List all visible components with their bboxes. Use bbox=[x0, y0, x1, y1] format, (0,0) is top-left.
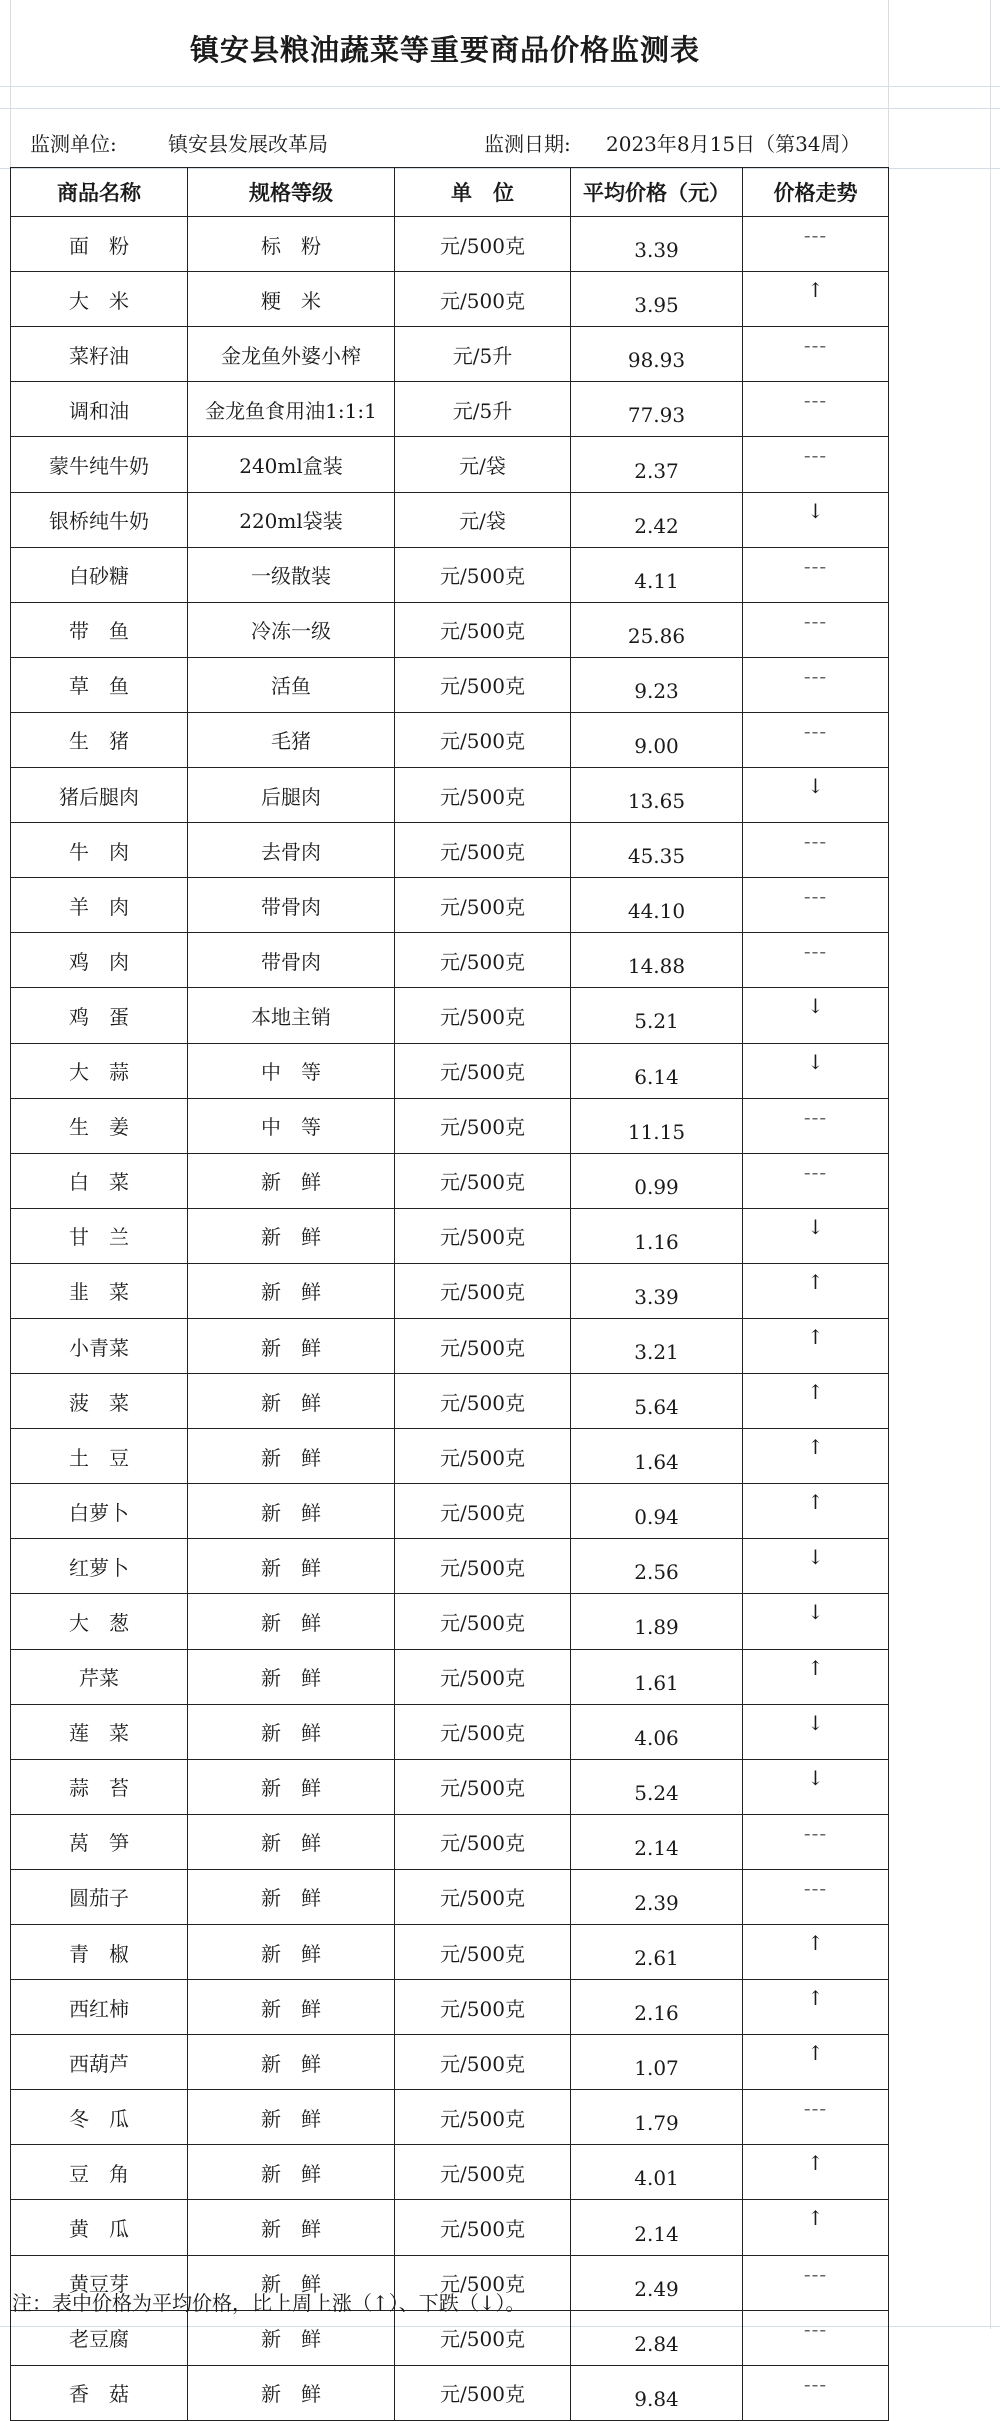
trend-cell: --- bbox=[743, 933, 889, 988]
trend-cell: --- bbox=[743, 823, 889, 878]
price-cell bbox=[571, 712, 743, 767]
product-name-cell: 大 葱 bbox=[11, 1594, 188, 1649]
spec-cell: 新 鲜 bbox=[188, 2200, 395, 2255]
unit-cell: 元/500克 bbox=[395, 1704, 571, 1759]
price-cell bbox=[571, 1539, 743, 1594]
trend-cell: ↑ bbox=[743, 1925, 889, 1980]
spec-cell: 中 等 bbox=[188, 1043, 395, 1098]
unit-cell: 元/500克 bbox=[395, 272, 571, 327]
table-row bbox=[11, 1484, 889, 1539]
price-value: 1.79 bbox=[634, 2111, 679, 2136]
price-value: 2.39 bbox=[634, 1890, 679, 1915]
product-name-cell: 豆 角 bbox=[11, 2145, 188, 2200]
price-value: 3.95 bbox=[634, 293, 679, 318]
trend-cell: ↓ bbox=[743, 1704, 889, 1759]
product-name-cell: 芹菜 bbox=[11, 1649, 188, 1704]
unit-cell: 元/500克 bbox=[395, 1318, 571, 1373]
spec-cell: 新 鲜 bbox=[188, 1539, 395, 1594]
spec-cell: 新 鲜 bbox=[188, 2035, 395, 2090]
product-name-cell: 生 姜 bbox=[11, 1098, 188, 1153]
spec-cell: 冷冻一级 bbox=[188, 602, 395, 657]
column-header: 价格走势 bbox=[743, 168, 889, 217]
product-name-cell: 小青菜 bbox=[11, 1318, 188, 1373]
trend-cell: --- bbox=[743, 547, 889, 602]
table-row bbox=[11, 2365, 889, 2420]
price-cell bbox=[571, 878, 743, 933]
table-row bbox=[11, 1869, 889, 1924]
price-value: 2.61 bbox=[634, 1946, 679, 1971]
price-cell bbox=[571, 1759, 743, 1814]
monitor-unit-label: 监测单位: bbox=[30, 132, 117, 156]
table-row bbox=[11, 1208, 889, 1263]
table-row bbox=[11, 2035, 889, 2090]
trend-cell: --- bbox=[743, 437, 889, 492]
trend-cell: --- bbox=[743, 2255, 889, 2310]
unit-cell: 元/500克 bbox=[395, 547, 571, 602]
price-value: 4.06 bbox=[634, 1725, 679, 1750]
price-cell bbox=[571, 768, 743, 823]
table-row bbox=[11, 1098, 889, 1153]
price-cell bbox=[571, 988, 743, 1043]
price-cell bbox=[571, 2090, 743, 2145]
product-name-cell: 羊 肉 bbox=[11, 878, 188, 933]
trend-cell: --- bbox=[743, 2090, 889, 2145]
product-name-cell: 带 鱼 bbox=[11, 602, 188, 657]
price-cell bbox=[571, 1925, 743, 1980]
table-row bbox=[11, 437, 889, 492]
price-cell bbox=[571, 217, 743, 272]
trend-cell: ↑ bbox=[743, 1980, 889, 2035]
product-name-cell: 银桥纯牛奶 bbox=[11, 492, 188, 547]
table-row bbox=[11, 547, 889, 602]
unit-cell: 元/500克 bbox=[395, 2200, 571, 2255]
spec-cell: 粳 米 bbox=[188, 272, 395, 327]
unit-cell: 元/500克 bbox=[395, 1208, 571, 1263]
trend-cell: ↑ bbox=[743, 2145, 889, 2200]
price-cell bbox=[571, 492, 743, 547]
trend-cell: --- bbox=[743, 1814, 889, 1869]
table-row bbox=[11, 1539, 889, 1594]
table-row bbox=[11, 1704, 889, 1759]
spec-cell: 标 粉 bbox=[188, 217, 395, 272]
trend-cell: ↑ bbox=[743, 1374, 889, 1429]
product-name-cell: 大 米 bbox=[11, 272, 188, 327]
product-name-cell: 生 猪 bbox=[11, 712, 188, 767]
price-value: 13.65 bbox=[627, 789, 686, 814]
table-row bbox=[11, 933, 889, 988]
spec-cell: 金龙鱼食用油1:1:1 bbox=[188, 382, 395, 437]
spec-cell: 新 鲜 bbox=[188, 1594, 395, 1649]
trend-cell: --- bbox=[743, 1153, 889, 1208]
trend-cell: --- bbox=[743, 1098, 889, 1153]
product-name-cell: 圆茄子 bbox=[11, 1869, 188, 1924]
spec-cell: 去骨肉 bbox=[188, 823, 395, 878]
price-value: 1.07 bbox=[634, 2056, 679, 2081]
price-value: 77.93 bbox=[627, 403, 686, 428]
spec-cell: 金龙鱼外婆小榨 bbox=[188, 327, 395, 382]
column-header: 商品名称 bbox=[11, 168, 188, 217]
price-value: 2.16 bbox=[634, 2001, 679, 2026]
table-row bbox=[11, 1318, 889, 1373]
trend-cell: ↑ bbox=[743, 1649, 889, 1704]
unit-cell: 元/500克 bbox=[395, 1814, 571, 1869]
unit-cell: 元/500克 bbox=[395, 1649, 571, 1704]
price-cell bbox=[571, 1153, 743, 1208]
price-value: 3.21 bbox=[634, 1340, 679, 1365]
table-row bbox=[11, 602, 889, 657]
price-cell bbox=[571, 1374, 743, 1429]
price-value: 9.00 bbox=[634, 733, 679, 758]
price-cell bbox=[571, 437, 743, 492]
product-name-cell: 莲 菜 bbox=[11, 1704, 188, 1759]
unit-cell: 元/袋 bbox=[395, 492, 571, 547]
trend-cell: --- bbox=[743, 217, 889, 272]
spec-cell: 新 鲜 bbox=[188, 1318, 395, 1373]
product-name-cell: 西葫芦 bbox=[11, 2035, 188, 2090]
unit-cell: 元/500克 bbox=[395, 1869, 571, 1924]
table-row bbox=[11, 1759, 889, 1814]
price-cell bbox=[571, 657, 743, 712]
price-value: 11.15 bbox=[627, 1119, 686, 1144]
price-value: 1.16 bbox=[634, 1229, 679, 1254]
price-cell bbox=[571, 1208, 743, 1263]
table-row bbox=[11, 878, 889, 933]
unit-cell: 元/500克 bbox=[395, 1980, 571, 2035]
product-name-cell: 菜籽油 bbox=[11, 327, 188, 382]
table-row bbox=[11, 1594, 889, 1649]
price-value: 5.21 bbox=[634, 1009, 679, 1034]
trend-cell: ↓ bbox=[743, 1208, 889, 1263]
unit-cell: 元/500克 bbox=[395, 602, 571, 657]
price-value: 3.39 bbox=[634, 238, 679, 263]
price-cell bbox=[571, 1594, 743, 1649]
table-row bbox=[11, 1814, 889, 1869]
table-row bbox=[11, 657, 889, 712]
product-name-cell: 白 菜 bbox=[11, 1153, 188, 1208]
product-name-cell: 甘 兰 bbox=[11, 1208, 188, 1263]
gridline bbox=[990, 0, 991, 2329]
price-value: 9.84 bbox=[634, 2386, 679, 2411]
price-value: 2.14 bbox=[634, 2221, 679, 2246]
spec-cell: 活鱼 bbox=[188, 657, 395, 712]
trend-cell: ↑ bbox=[743, 272, 889, 327]
table-row bbox=[11, 382, 889, 437]
trend-cell: ↑ bbox=[743, 1484, 889, 1539]
monitor-date-label: 监测日期: bbox=[484, 132, 571, 156]
spec-cell: 新 鲜 bbox=[188, 2145, 395, 2200]
product-name-cell: 牛 肉 bbox=[11, 823, 188, 878]
table-row bbox=[11, 1043, 889, 1098]
column-header: 单 位 bbox=[395, 168, 571, 217]
unit-cell: 元/500克 bbox=[395, 2035, 571, 2090]
spec-cell: 新 鲜 bbox=[188, 1704, 395, 1759]
price-value: 45.35 bbox=[627, 844, 686, 869]
price-value: 2.49 bbox=[634, 2276, 679, 2301]
trend-cell: --- bbox=[743, 712, 889, 767]
trend-cell: --- bbox=[743, 657, 889, 712]
spec-cell: 新 鲜 bbox=[188, 1484, 395, 1539]
column-header: 规格等级 bbox=[188, 168, 395, 217]
table-header-row bbox=[11, 168, 889, 217]
trend-cell: --- bbox=[743, 1869, 889, 1924]
price-cell bbox=[571, 1484, 743, 1539]
trend-cell: ↓ bbox=[743, 768, 889, 823]
product-name-cell: 黄 瓜 bbox=[11, 2200, 188, 2255]
product-name-cell: 菠 菜 bbox=[11, 1374, 188, 1429]
unit-cell: 元/500克 bbox=[395, 1594, 571, 1649]
product-name-cell: 猪后腿肉 bbox=[11, 768, 188, 823]
trend-cell: ↑ bbox=[743, 1429, 889, 1484]
price-cell bbox=[571, 1263, 743, 1318]
price-cell bbox=[571, 1318, 743, 1373]
gridline bbox=[0, 86, 1000, 87]
product-name-cell: 草 鱼 bbox=[11, 657, 188, 712]
price-cell bbox=[571, 933, 743, 988]
price-cell bbox=[571, 2365, 743, 2420]
price-cell bbox=[571, 2145, 743, 2200]
price-value: 9.23 bbox=[634, 678, 679, 703]
product-name-cell: 调和油 bbox=[11, 382, 188, 437]
table-row bbox=[11, 1649, 889, 1704]
price-cell bbox=[571, 823, 743, 878]
price-value: 0.99 bbox=[634, 1174, 679, 1199]
table-row bbox=[11, 327, 889, 382]
product-name-cell: 老豆腐 bbox=[11, 2310, 188, 2365]
trend-cell: ↓ bbox=[743, 1043, 889, 1098]
price-cell bbox=[571, 2035, 743, 2090]
unit-cell: 元/5升 bbox=[395, 327, 571, 382]
spec-cell: 带骨肉 bbox=[188, 878, 395, 933]
price-value: 6.14 bbox=[634, 1064, 679, 1089]
price-value: 2.14 bbox=[634, 1835, 679, 1860]
unit-cell: 元/500克 bbox=[395, 217, 571, 272]
product-name-cell: 黄豆芽 bbox=[11, 2255, 188, 2310]
spec-cell: 毛猪 bbox=[188, 712, 395, 767]
price-cell bbox=[571, 547, 743, 602]
price-cell bbox=[571, 2310, 743, 2365]
table-row bbox=[11, 988, 889, 1043]
price-value: 25.86 bbox=[627, 623, 686, 648]
column-header: 平均价格（元） bbox=[571, 168, 743, 217]
unit-cell: 元/500克 bbox=[395, 2365, 571, 2420]
unit-cell: 元/500克 bbox=[395, 712, 571, 767]
price-cell bbox=[571, 1704, 743, 1759]
unit-cell: 元/袋 bbox=[395, 437, 571, 492]
price-cell bbox=[571, 1980, 743, 2035]
unit-cell: 元/500克 bbox=[395, 1043, 571, 1098]
spec-cell: 新 鲜 bbox=[188, 1814, 395, 1869]
product-name-cell: 鸡 蛋 bbox=[11, 988, 188, 1043]
price-value: 3.39 bbox=[634, 1284, 679, 1309]
trend-cell: ↓ bbox=[743, 492, 889, 547]
table-row bbox=[11, 1925, 889, 1980]
spec-cell: 新 鲜 bbox=[188, 1980, 395, 2035]
product-name-cell: 面 粉 bbox=[11, 217, 188, 272]
product-name-cell: 大 蒜 bbox=[11, 1043, 188, 1098]
unit-cell: 元/500克 bbox=[395, 1263, 571, 1318]
unit-cell: 元/500克 bbox=[395, 988, 571, 1043]
gridline bbox=[0, 108, 1000, 109]
product-name-cell: 香 菇 bbox=[11, 2365, 188, 2420]
spec-cell: 新 鲜 bbox=[188, 1759, 395, 1814]
unit-cell: 元/500克 bbox=[395, 823, 571, 878]
price-cell bbox=[571, 327, 743, 382]
spec-cell: 新 鲜 bbox=[188, 1869, 395, 1924]
unit-cell: 元/500克 bbox=[395, 933, 571, 988]
trend-cell: --- bbox=[743, 2365, 889, 2420]
trend-cell: --- bbox=[743, 878, 889, 933]
unit-cell: 元/500克 bbox=[395, 1759, 571, 1814]
spec-cell: 新 鲜 bbox=[188, 1925, 395, 1980]
price-value: 2.84 bbox=[634, 2331, 679, 2356]
price-value: 5.24 bbox=[634, 1780, 679, 1805]
table-row bbox=[11, 712, 889, 767]
spec-cell: 本地主销 bbox=[188, 988, 395, 1043]
trend-cell: ↓ bbox=[743, 988, 889, 1043]
price-cell bbox=[571, 2200, 743, 2255]
price-value: 0.94 bbox=[634, 1505, 679, 1530]
price-cell bbox=[571, 1869, 743, 1924]
table-row bbox=[11, 1374, 889, 1429]
footnote: 注：表中价格为平均价格，比上周上涨（↑）、下跌（↓）。 bbox=[12, 2291, 526, 2315]
page-title: 镇安县粮油蔬菜等重要商品价格监测表 bbox=[189, 33, 700, 67]
table-body bbox=[11, 217, 889, 2421]
product-name-cell: 红萝卜 bbox=[11, 1539, 188, 1594]
spec-cell: 新 鲜 bbox=[188, 2255, 395, 2310]
price-cell bbox=[571, 1814, 743, 1869]
unit-cell: 元/500克 bbox=[395, 1374, 571, 1429]
spec-cell: 新 鲜 bbox=[188, 1153, 395, 1208]
product-name-cell: 西红柿 bbox=[11, 1980, 188, 2035]
trend-cell: ↓ bbox=[743, 1759, 889, 1814]
product-name-cell: 白萝卜 bbox=[11, 1484, 188, 1539]
table-row bbox=[11, 2145, 889, 2200]
price-table bbox=[10, 167, 889, 2421]
trend-cell: ↓ bbox=[743, 1594, 889, 1649]
product-name-cell: 莴 笋 bbox=[11, 1814, 188, 1869]
product-name-cell: 土 豆 bbox=[11, 1429, 188, 1484]
trend-cell: ↑ bbox=[743, 1263, 889, 1318]
spec-cell: 一级散装 bbox=[188, 547, 395, 602]
price-cell bbox=[571, 1649, 743, 1704]
trend-cell: ↑ bbox=[743, 2200, 889, 2255]
unit-cell: 元/5升 bbox=[395, 382, 571, 437]
price-cell bbox=[571, 1429, 743, 1484]
spec-cell: 后腿肉 bbox=[188, 768, 395, 823]
product-name-cell: 白砂糖 bbox=[11, 547, 188, 602]
price-value: 2.56 bbox=[634, 1560, 679, 1585]
spec-cell: 240ml盒装 bbox=[188, 437, 395, 492]
price-cell bbox=[571, 1043, 743, 1098]
table-row bbox=[11, 217, 889, 272]
spec-cell: 新 鲜 bbox=[188, 1374, 395, 1429]
product-name-cell: 蒜 苔 bbox=[11, 1759, 188, 1814]
monitor-unit-value: 镇安县发展改革局 bbox=[168, 132, 328, 156]
spec-cell: 带骨肉 bbox=[188, 933, 395, 988]
unit-cell: 元/500克 bbox=[395, 1429, 571, 1484]
table-row bbox=[11, 2200, 889, 2255]
price-cell bbox=[571, 2255, 743, 2310]
price-cell bbox=[571, 602, 743, 657]
table-row bbox=[11, 823, 889, 878]
product-name-cell: 青 椒 bbox=[11, 1925, 188, 1980]
table-row bbox=[11, 768, 889, 823]
price-value: 4.01 bbox=[634, 2166, 679, 2191]
price-value: 1.64 bbox=[634, 1450, 679, 1475]
trend-cell: --- bbox=[743, 327, 889, 382]
table-row bbox=[11, 1980, 889, 2035]
product-name-cell: 韭 菜 bbox=[11, 1263, 188, 1318]
trend-cell: ↑ bbox=[743, 1318, 889, 1373]
unit-cell: 元/500克 bbox=[395, 2255, 571, 2310]
unit-cell: 元/500克 bbox=[395, 1484, 571, 1539]
unit-cell: 元/500克 bbox=[395, 2090, 571, 2145]
price-cell bbox=[571, 272, 743, 327]
unit-cell: 元/500克 bbox=[395, 1153, 571, 1208]
price-cell bbox=[571, 1098, 743, 1153]
spec-cell: 新 鲜 bbox=[188, 2090, 395, 2145]
table-row bbox=[11, 1429, 889, 1484]
spec-cell: 220ml袋装 bbox=[188, 492, 395, 547]
trend-cell: --- bbox=[743, 602, 889, 657]
price-value: 2.42 bbox=[634, 513, 679, 538]
unit-cell: 元/500克 bbox=[395, 768, 571, 823]
product-name-cell: 冬 瓜 bbox=[11, 2090, 188, 2145]
table-row bbox=[11, 1263, 889, 1318]
price-cell bbox=[571, 382, 743, 437]
unit-cell: 元/500克 bbox=[395, 657, 571, 712]
price-value: 1.89 bbox=[634, 1615, 679, 1640]
spec-cell: 新 鲜 bbox=[188, 1208, 395, 1263]
unit-cell: 元/500克 bbox=[395, 1925, 571, 1980]
product-name-cell: 鸡 肉 bbox=[11, 933, 188, 988]
unit-cell: 元/500克 bbox=[395, 2310, 571, 2365]
unit-cell: 元/500克 bbox=[395, 2145, 571, 2200]
spec-cell: 新 鲜 bbox=[188, 2310, 395, 2365]
product-name-cell: 蒙牛纯牛奶 bbox=[11, 437, 188, 492]
price-value: 98.93 bbox=[627, 348, 686, 373]
price-value: 14.88 bbox=[627, 954, 686, 979]
trend-cell: ↓ bbox=[743, 1539, 889, 1594]
table-row bbox=[11, 272, 889, 327]
monitor-date-value: 2023年8月15日（第34周） bbox=[606, 132, 861, 156]
unit-cell: 元/500克 bbox=[395, 1539, 571, 1594]
price-value: 44.10 bbox=[627, 899, 686, 924]
price-value: 1.61 bbox=[634, 1670, 679, 1695]
spec-cell: 新 鲜 bbox=[188, 1649, 395, 1704]
spec-cell: 新 鲜 bbox=[188, 1263, 395, 1318]
price-value: 5.64 bbox=[634, 1395, 679, 1420]
trend-cell: ↑ bbox=[743, 2035, 889, 2090]
unit-cell: 元/500克 bbox=[395, 1098, 571, 1153]
spec-cell: 新 鲜 bbox=[188, 2365, 395, 2420]
table-row bbox=[11, 1153, 889, 1208]
trend-cell: --- bbox=[743, 382, 889, 437]
trend-cell: --- bbox=[743, 2310, 889, 2365]
table-row bbox=[11, 492, 889, 547]
price-value: 2.37 bbox=[634, 458, 679, 483]
spec-cell: 新 鲜 bbox=[188, 1429, 395, 1484]
price-value: 4.11 bbox=[634, 568, 679, 593]
unit-cell: 元/500克 bbox=[395, 878, 571, 933]
spec-cell: 中 等 bbox=[188, 1098, 395, 1153]
table-row bbox=[11, 2090, 889, 2145]
